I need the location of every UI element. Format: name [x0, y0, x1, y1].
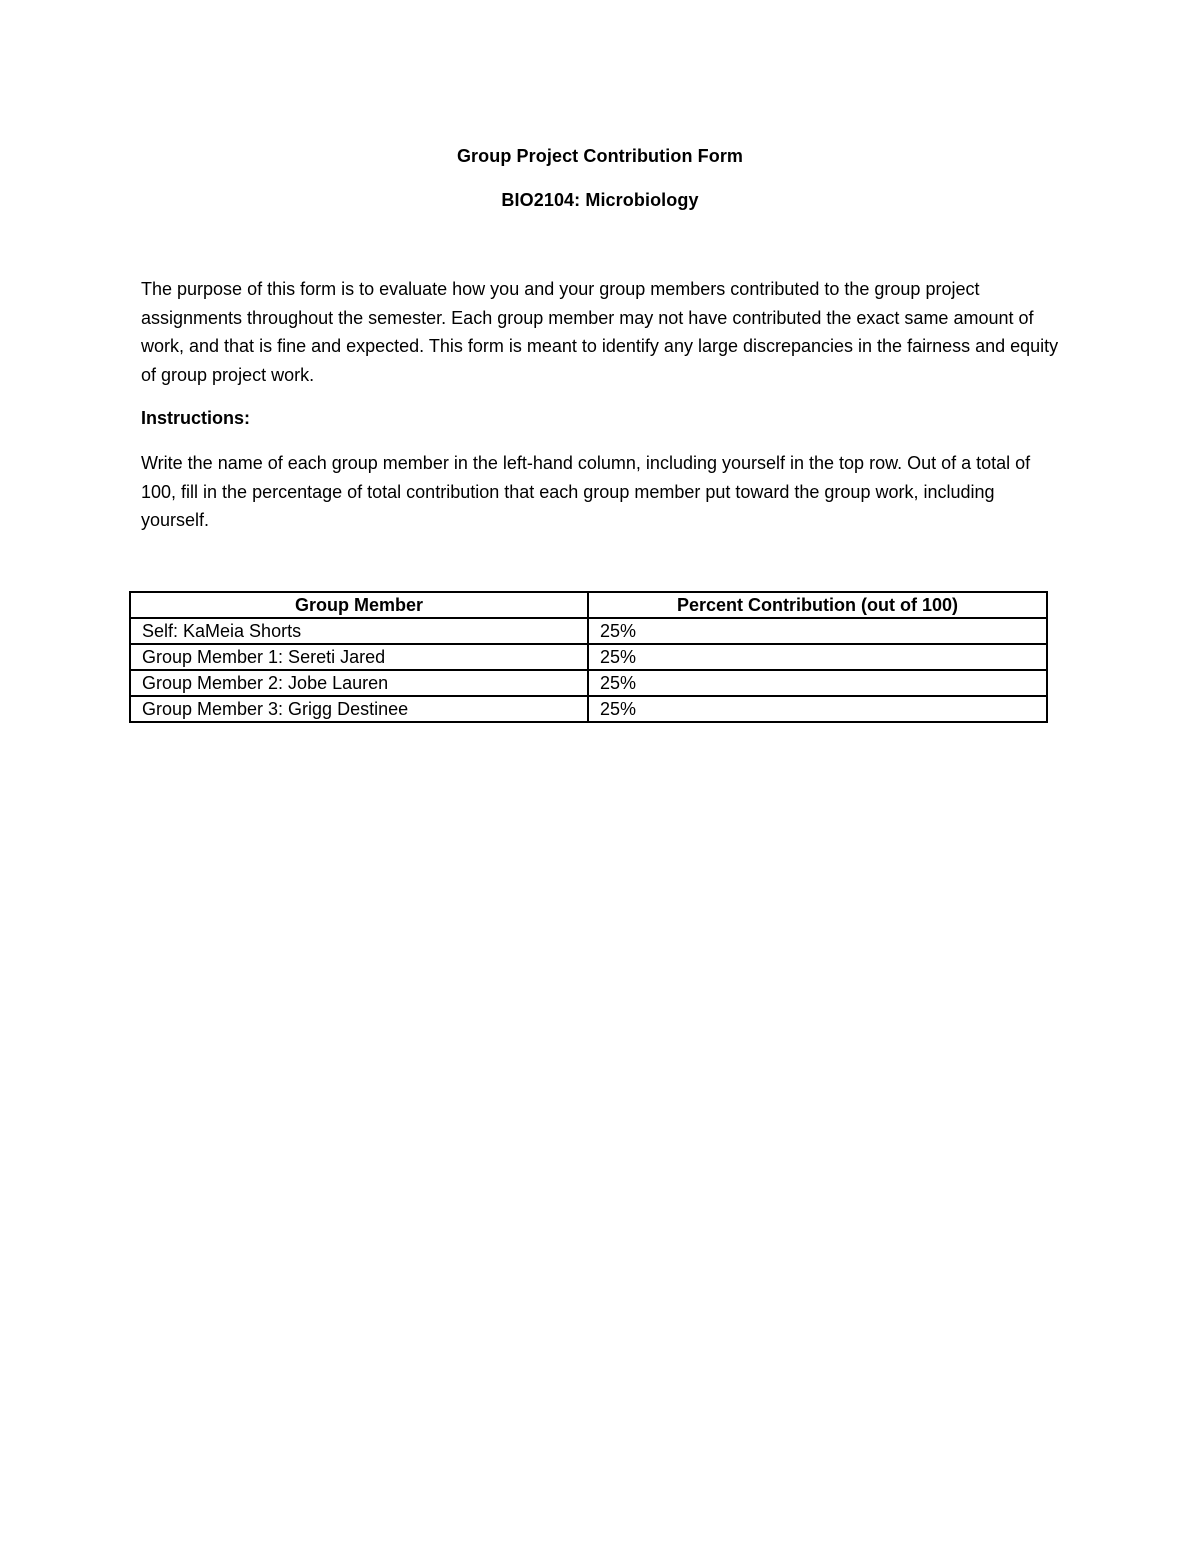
- member-cell[interactable]: Self: KaMeia Shorts: [130, 618, 588, 644]
- percent-cell[interactable]: 25%: [588, 670, 1047, 696]
- intro-text: The purpose of this form is to evaluate how you and your group members contributed to the group project assignments throughout the semester. Each group member may not have contributed the exact same amount of work, and that is fine and expected. This form is meant to identify any large discrepancies in the fairness and equity of group project work.: [141, 279, 1059, 385]
- course-title: BIO2104: Microbiology: [501, 190, 699, 210]
- instructions-text: Write the name of each group member in the left-hand column, including yourself in the top row. Out of a total of 100, fill in the percentage of total contribution that each group member put toward the group work, including yourself.: [141, 453, 1031, 531]
- percent-cell[interactable]: 25%: [588, 696, 1047, 722]
- table-row: [130, 696, 1047, 722]
- member-cell[interactable]: Group Member 2: Jobe Lauren: [130, 670, 588, 696]
- percent-cell[interactable]: 25%: [588, 618, 1047, 644]
- form-title: Group Project Contribution Form: [456, 146, 744, 166]
- instructions-paragraph: [141, 449, 1061, 535]
- member-cell[interactable]: Group Member 1: Sereti Jared: [130, 644, 588, 670]
- table-row: [130, 644, 1047, 670]
- table-row: [130, 618, 1047, 644]
- intro-paragraph: [141, 275, 1061, 389]
- column-header-member: Group Member: [130, 592, 588, 618]
- member-cell[interactable]: Group Member 3: Grigg Destinee: [130, 696, 588, 722]
- table-row: [130, 670, 1047, 696]
- contribution-table: [129, 591, 1048, 723]
- column-header-percent: Percent Contribution (out of 100): [588, 592, 1047, 618]
- table-header-row: [130, 592, 1047, 618]
- instructions-heading: Instructions:: [141, 408, 251, 428]
- percent-cell[interactable]: 25%: [588, 644, 1047, 670]
